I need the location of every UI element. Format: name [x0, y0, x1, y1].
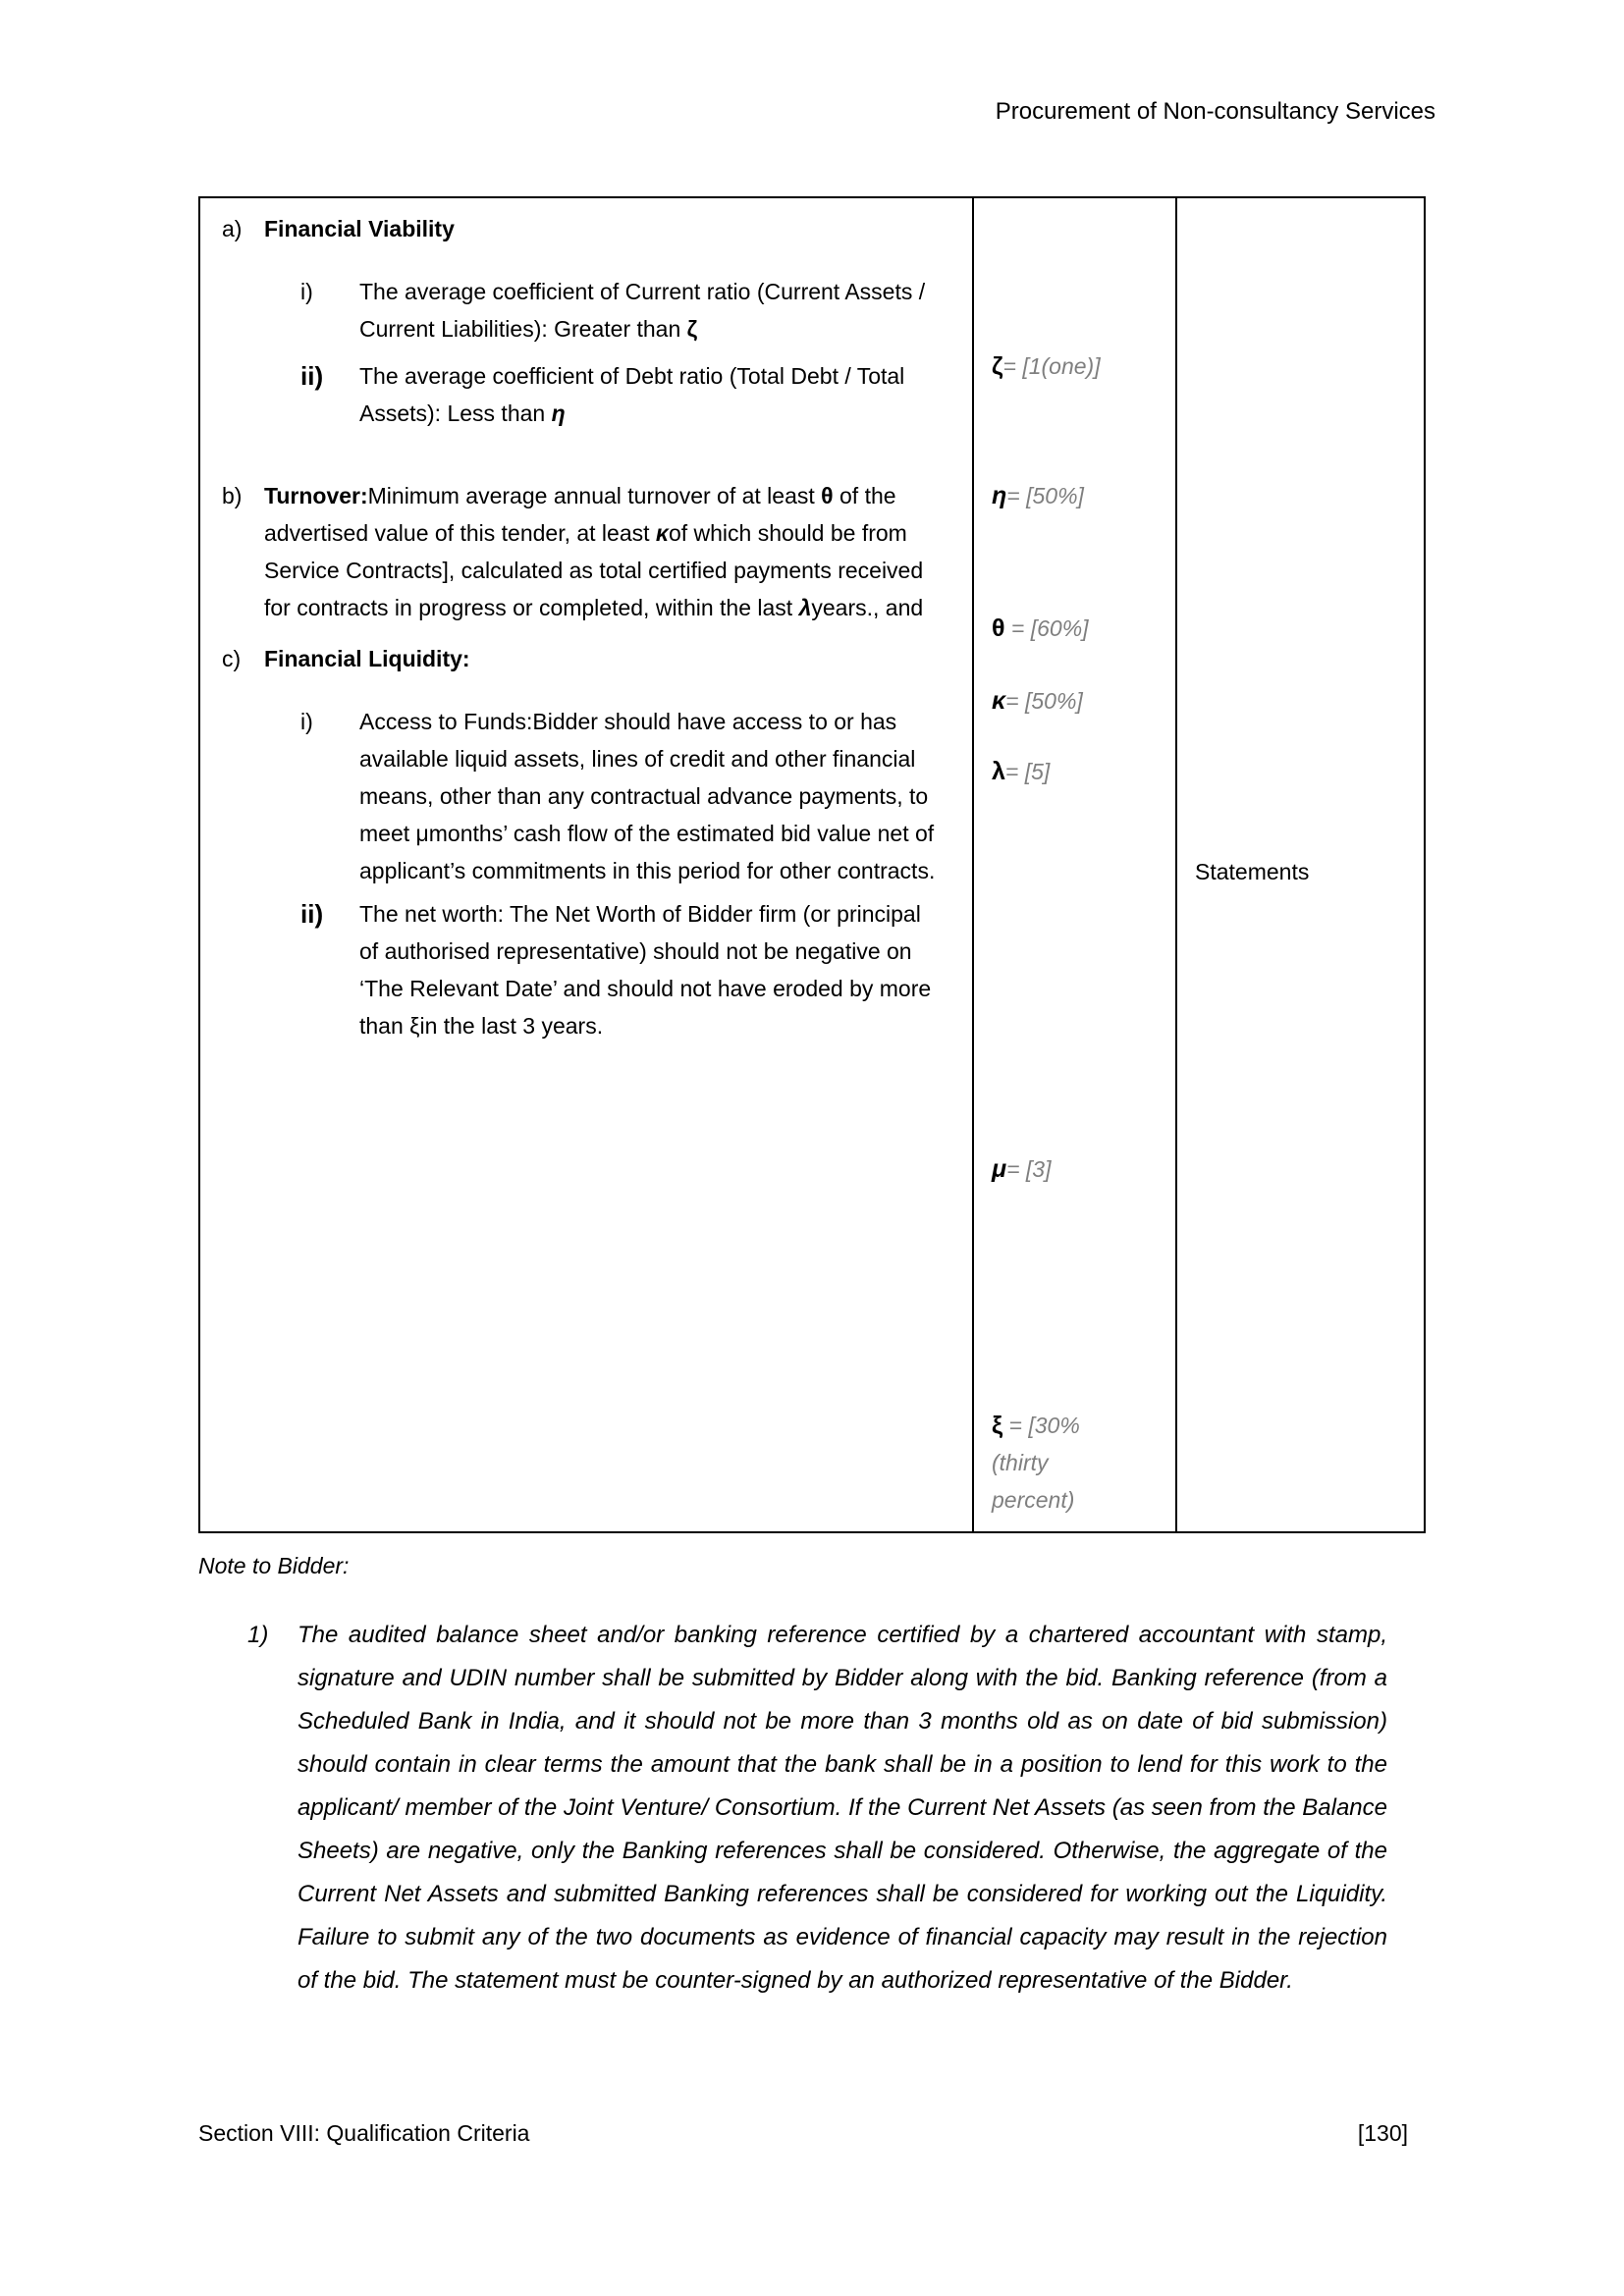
criteria-column [200, 198, 974, 1531]
item-number: i) [300, 279, 313, 304]
criterion-a-item-i [300, 273, 943, 347]
symbol-zeta: ζ [992, 352, 1003, 380]
criterion-b-label: b) [222, 483, 243, 508]
item-text: Access to Funds:Bidder should have access to or has available liquid assets, lines of credit and other financial means, other than any contractual advance payments, to meet μmonths’ cash flow of the estimated bid value net of applicant’s commitments in this period for other contracts. [359, 709, 936, 883]
statements-label: Statements [1195, 859, 1310, 884]
text-run: years., and [811, 595, 924, 620]
note-to-bidder [198, 1547, 1437, 2002]
value-eta [992, 477, 1084, 514]
symbol-mu: μ [992, 1155, 1007, 1183]
criterion-b-lead: Turnover: [264, 483, 368, 508]
text-run: of which should be from Service Contracts], calculated as total certified payments received for contracts in progress or completed, within the last [264, 520, 924, 620]
symbol-eta: η [992, 482, 1007, 509]
qualification-criteria-table [198, 196, 1426, 1533]
value-zeta [992, 347, 1101, 385]
item-text [359, 273, 943, 347]
values-column [974, 198, 1177, 1531]
value-kappa [992, 682, 1083, 720]
value-text: = [1(one)] [1002, 353, 1101, 379]
criterion-a [200, 210, 943, 432]
item-text-run: The average coefficient of Debt ratio (Total Debt / Total Assets): Less than [359, 363, 905, 426]
criterion-c-title: Financial Liquidity: [264, 646, 470, 671]
criterion-c-item-ii [300, 895, 943, 1044]
symbol-theta: θ [992, 614, 1005, 642]
item-number: i) [300, 709, 313, 734]
value-text: = [5] [1004, 759, 1051, 784]
criterion-b [200, 477, 943, 626]
value-theta [992, 610, 1089, 647]
text-run: Minimum average annual turnover of at least [367, 483, 822, 508]
criterion-a-item-ii [300, 357, 943, 432]
page-header [996, 98, 1435, 126]
note-heading: Note to Bidder: [198, 1553, 350, 1578]
symbol-xi: ξ [992, 1412, 1003, 1439]
value-text: = [50%] [1005, 688, 1083, 714]
footer-page-number: [130] [1357, 2120, 1408, 2146]
value-mu [992, 1150, 1051, 1188]
note-item-text: The audited balance sheet and/or banking reference certified by a chartered accountant with stamp, signature and UDIN number shall be submitted by Bidder along with the bid. Banking reference (from a Scheduled Bank in India, and it should not be more than 3 months old as on date of bid submission) should contain in clear terms the amount that the bank shall be in a position to lend for this work to the applicant/ member of the Joint Venture/ Consortium. If the Current Net Assets (as seen from the Balance Sheets) are negative, only the Banking references shall be considered. Otherwise, the aggregate of the Current Net Assets and submitted Banking references shall be considered for working out the Liquidity. Failure to submit any of the two documents as evidence of financial capacity may result in the rejection of the bid. The statement must be counter-signed by an authorized representative of the Bidder. [298, 1622, 1387, 1994]
symbol-lambda: λ [798, 595, 812, 620]
criterion-c-item-i [300, 703, 943, 889]
item-text [359, 357, 943, 432]
item-text: The net worth: The Net Worth of Bidder firm (or principal of authorised representative) should not be negative on ‘The Relevant Date’ and should not have eroded by more than ξin the last 3 years. [359, 901, 932, 1039]
page-footer [198, 2120, 1408, 2147]
value-text: = [60%] [1004, 615, 1089, 641]
item-number: ii) [300, 361, 324, 391]
note-item-number: 1) [247, 1622, 269, 1648]
symbol-zeta: ζ [686, 316, 698, 342]
symbol-eta: η [551, 400, 566, 426]
value-lambda [992, 753, 1050, 790]
value-text: = [30% (thirty percent) [992, 1413, 1080, 1513]
criterion-b-text [264, 477, 943, 626]
criterion-c-label: c) [222, 646, 242, 671]
value-text: = [50%] [1006, 483, 1084, 508]
symbol-kappa: κ [992, 687, 1006, 715]
item-text-run: The average coefficient of Current ratio (Current Assets / Current Liabilities): Greater than [359, 279, 926, 342]
item-number: ii) [300, 899, 324, 929]
note-item-1 [247, 1614, 1437, 2002]
text-run: of the advertised value of this tender, at least [264, 483, 896, 546]
symbol-kappa: κ [655, 520, 669, 546]
criterion-a-label: a) [222, 216, 243, 241]
symbol-theta: θ [821, 483, 834, 508]
header-title: Procurement of Non-consultancy Services [995, 98, 1435, 125]
statements-column [1177, 198, 1424, 1531]
criterion-a-title: Financial Viability [264, 216, 455, 241]
value-xi [992, 1407, 1111, 1519]
footer-section-title: Section VIII: Qualification Criteria [198, 2120, 530, 2146]
value-text: = [3] [1006, 1156, 1052, 1182]
symbol-lambda: λ [992, 758, 1005, 785]
criterion-c [200, 640, 943, 1044]
